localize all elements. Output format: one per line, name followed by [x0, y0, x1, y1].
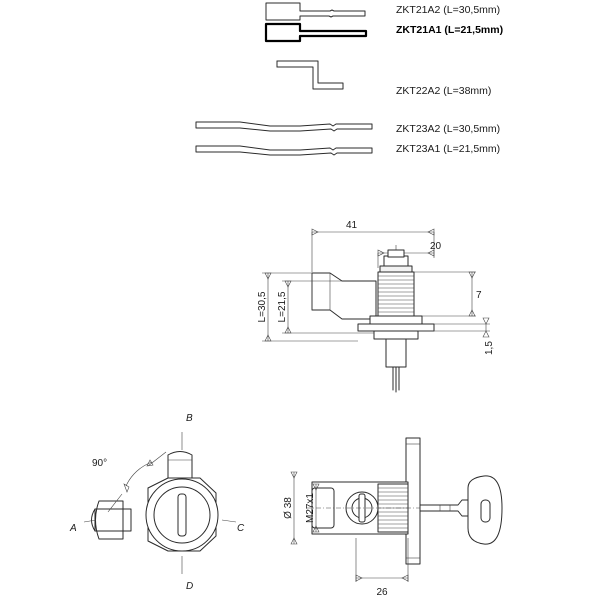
- dim-value-41: 41: [346, 220, 358, 231]
- cam-label-zkt22a2: ZKT22A2 (L=38mm): [396, 85, 492, 97]
- front-label-d: D: [186, 581, 194, 592]
- front-label-b: B: [186, 413, 193, 424]
- dim-value-l-30-5: L=30,5: [257, 291, 268, 323]
- front-view: [69, 413, 245, 592]
- cam-label-zkt21a2: ZKT21A2 (L=30,5mm): [396, 4, 501, 16]
- dim-value-7: 7: [476, 290, 482, 301]
- cam-shape-zkt21a2: [266, 3, 365, 20]
- dim-body-length: [356, 538, 408, 598]
- dim-value-1-5: 1,5: [484, 341, 495, 355]
- cam-label-zkt23a1: ZKT23A1 (L=21,5mm): [396, 143, 501, 155]
- dim-body-height: [414, 272, 482, 316]
- dim-value-20: 20: [430, 241, 442, 252]
- dim-overall-length: [312, 220, 434, 272]
- assembly-view: [283, 438, 502, 598]
- dim-cam-long: [257, 273, 358, 341]
- key-illustration: [420, 476, 502, 544]
- dim-value-d38: Ø 38: [283, 497, 294, 519]
- cam-shape-zkt22a2: [277, 61, 343, 89]
- cam-label-zkt23a2: ZKT23A2 (L=30,5mm): [396, 123, 501, 135]
- side-section-view: [257, 220, 495, 392]
- front-label-c: C: [237, 523, 245, 534]
- front-label-a: A: [70, 523, 77, 534]
- dim-value-l-21-5: L=21,5: [277, 291, 288, 323]
- cam-shape-zkt23a1: [196, 146, 372, 155]
- cam-shape-zkt23a2: [196, 122, 372, 131]
- dim-value-26: 26: [376, 587, 388, 598]
- front-label-angle: 90°: [92, 458, 108, 469]
- cam-label-zkt21a1: ZKT21A1 (L=21,5mm): [396, 24, 504, 36]
- dim-value-m27x1: M27x1: [305, 492, 316, 524]
- cam-shape-zkt21a1: [266, 24, 366, 41]
- dim-flange-diameter: [283, 472, 297, 544]
